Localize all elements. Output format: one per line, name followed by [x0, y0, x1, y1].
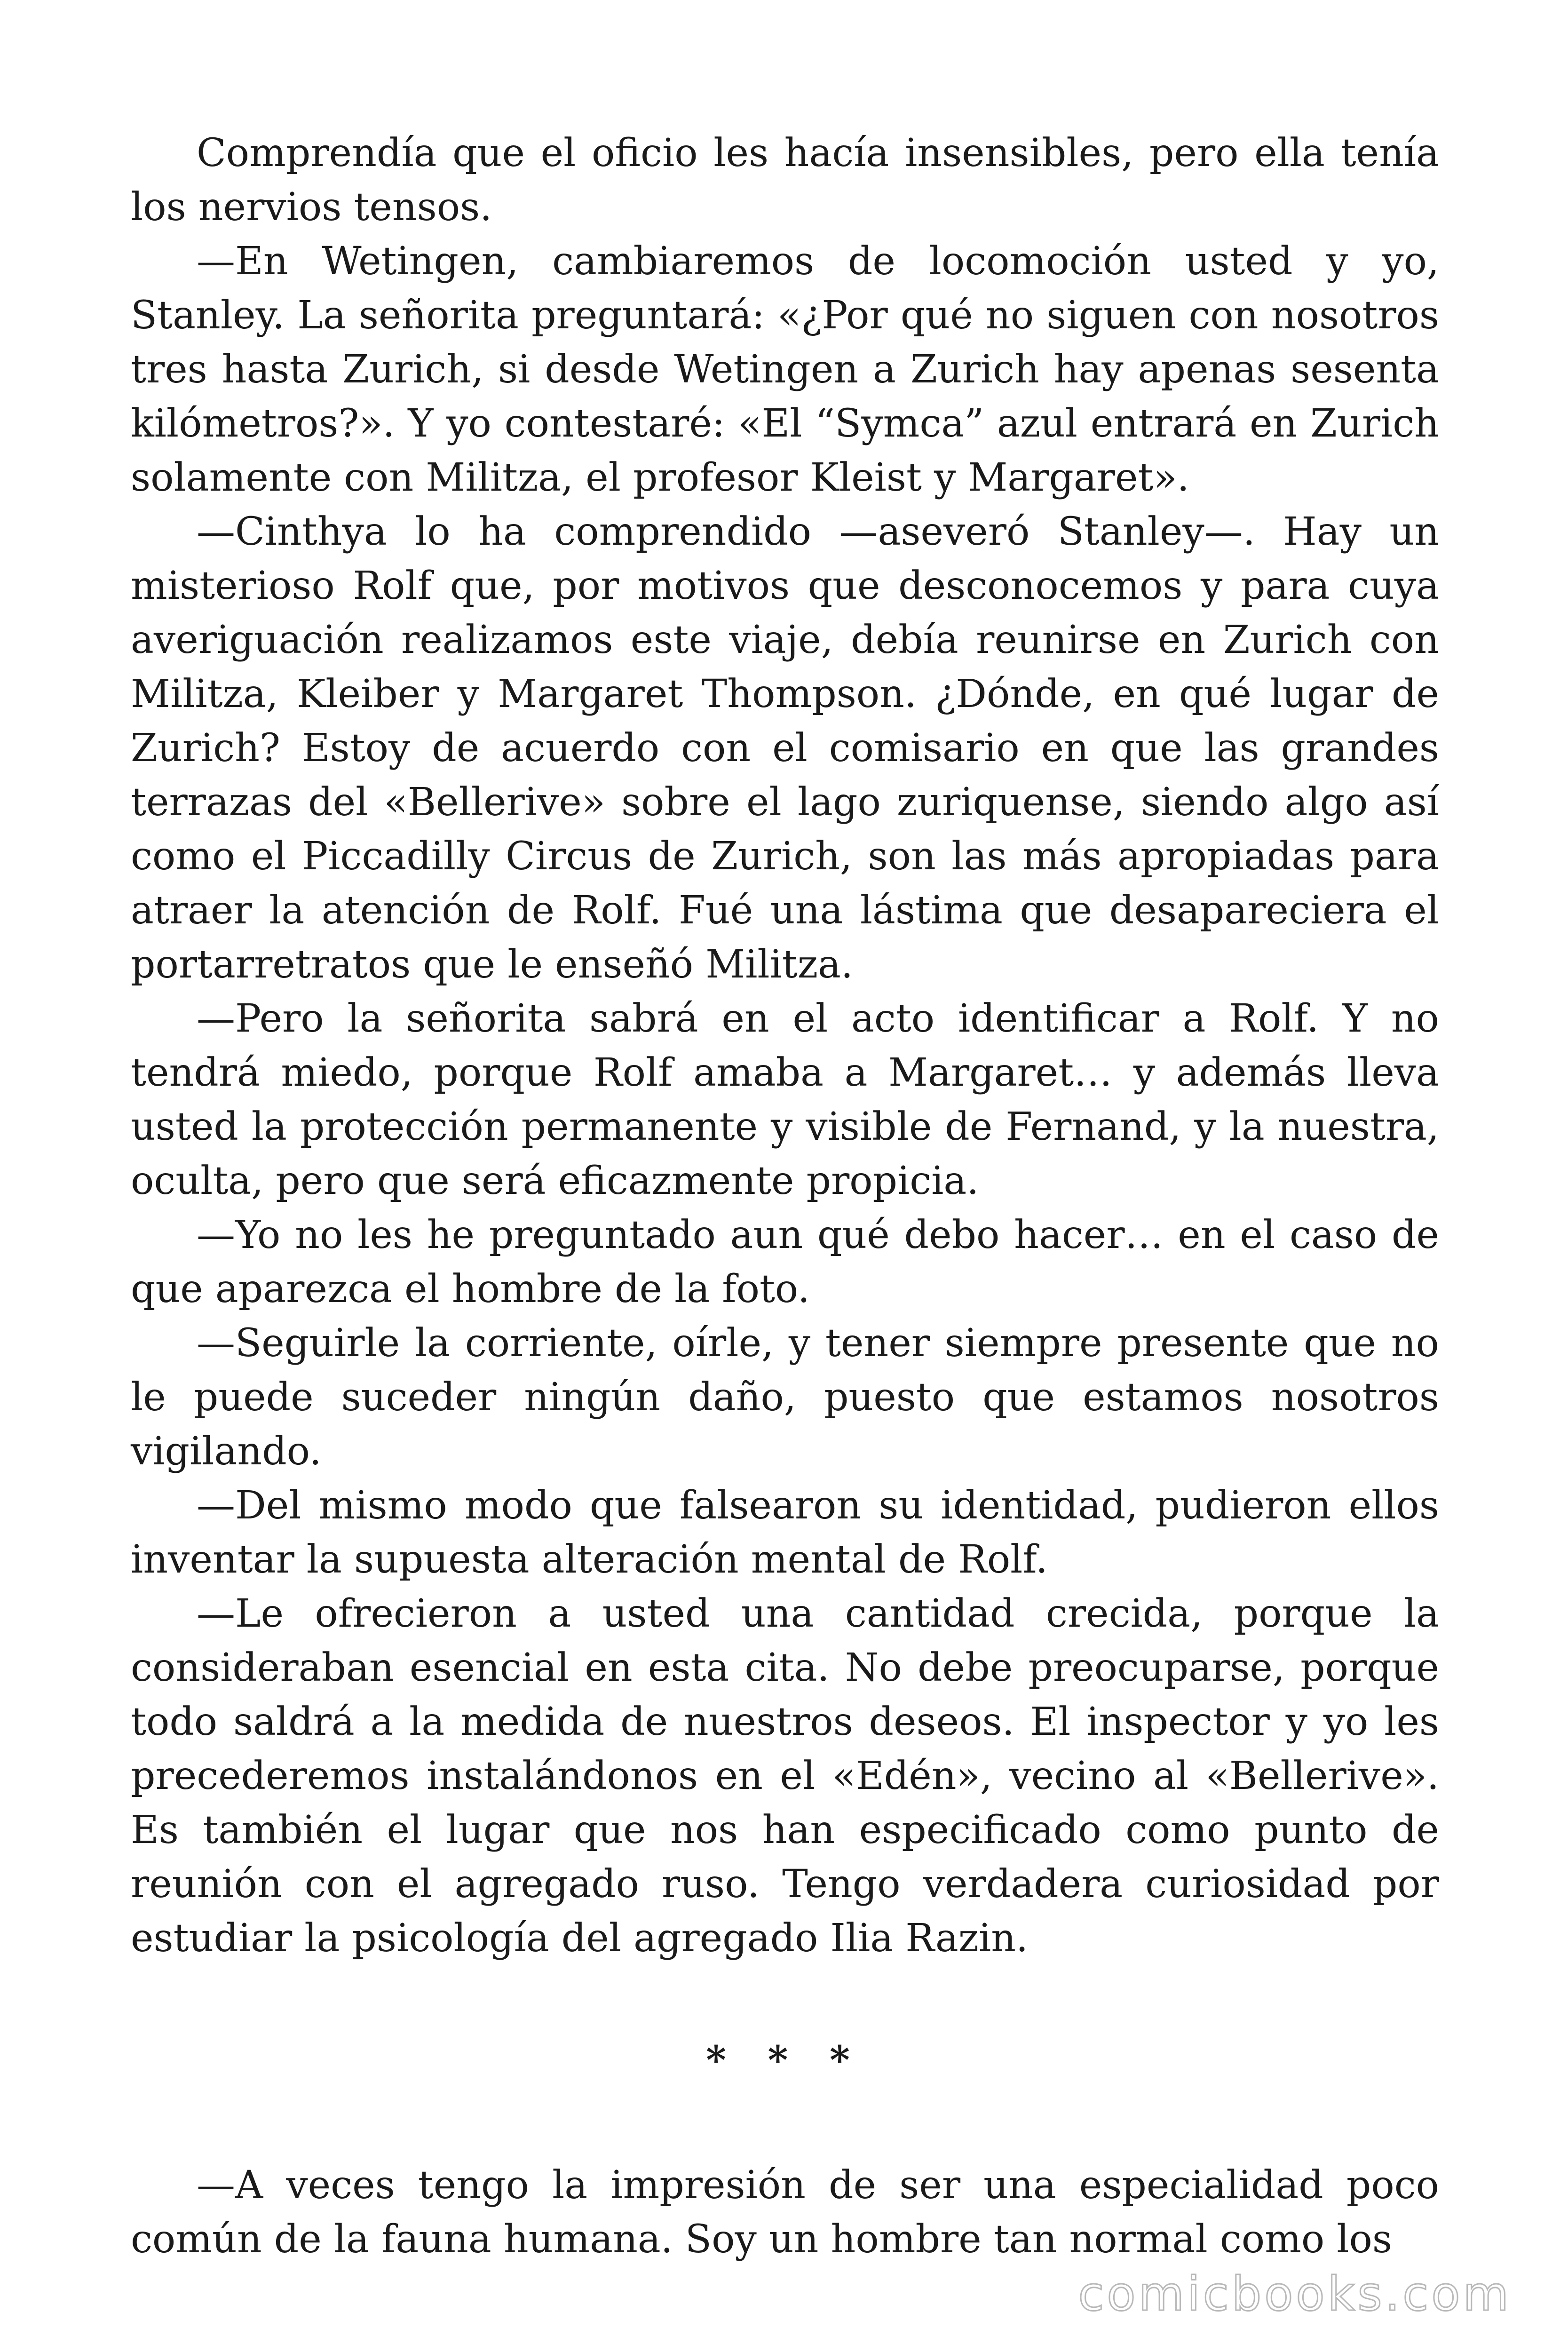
paragraph-4: —Pero la señorita sabrá en el acto identificar a Rolf. Y no tendrá miedo, porque Rolf amaba a Margaret… y además lleva usted la protección permanente y visible de Fernand, y la nuestra, oculta, pero que será eficazmente propicia. — [131, 996, 1439, 1203]
paragraph-3: —Cinthya lo ha comprendido —aseveró Stanley—. Hay un misterioso Rolf que, por motivos que desconocemos y para cuya averiguación realizamos este viaje, debía reunirse en Zurich con Militza, Kleiber y Margaret Thompson. ¿Dónde, en qué lugar de Zurich? Estoy de acuerdo con el comisario en que las grandes terrazas del «Bellerive» sobre el lago zuriquense, siendo algo así como el Piccadilly Circus de Zurich, son las más apropiadas para atraer la atención de Rolf. Fué una lástima que desapareciera el portarretratos que le enseñó Militza. — [131, 509, 1439, 987]
paragraph-2: —En Wetingen, cambiaremos de locomoción usted y yo, Stanley. La señorita preguntará: «¿Por qué no siguen con nosotros tres hasta Zurich, si desde Wetingen a Zurich hay apenas sesenta kilómetros?». Y yo contestaré: «El “Symca” azul entrará en Zurich solamente con Militza, el profesor Kleist y Margaret». — [131, 239, 1439, 500]
page-body — [131, 126, 1439, 2266]
scene-break: * * * — [706, 2038, 864, 2083]
watermark: comicbooks.com — [1078, 2266, 1512, 2321]
paragraph-1: Comprendía que el oficio les hacía insensibles, pero ella tenía los nervios tensos. — [131, 131, 1439, 230]
paragraph-6: —Seguirle la corriente, oírle, y tener siempre presente que no le puede suceder ningún daño, puesto que estamos nosotros vigilando. — [131, 1321, 1439, 1474]
paragraph-9: —A veces tengo la impresión de ser una especialidad poco común de la fauna humana. Soy un hombre tan normal como los — [131, 2163, 1439, 2262]
paragraph-5: —Yo no les he preguntado aun qué debo hacer… en el caso de que aparezca el hombre de la foto. — [131, 1213, 1439, 1311]
paragraph-8: —Le ofrecieron a usted una cantidad crecida, porque la consideraban esencial en esta cita. No debe preocuparse, porque todo saldrá a la medida de nuestros deseos. El inspector y yo les precederemos instalándonos en el «Edén», vecino al «Bellerive». Es también el lugar que nos han especificado como punto de reunión con el agregado ruso. Tengo verdadera curiosidad por estudiar la psicología del agregado Ilia Razin. — [131, 1591, 1439, 1961]
paragraph-7: —Del mismo modo que falsearon su identidad, pudieron ellos inventar la supuesta alteración mental de Rolf. — [131, 1483, 1439, 1582]
